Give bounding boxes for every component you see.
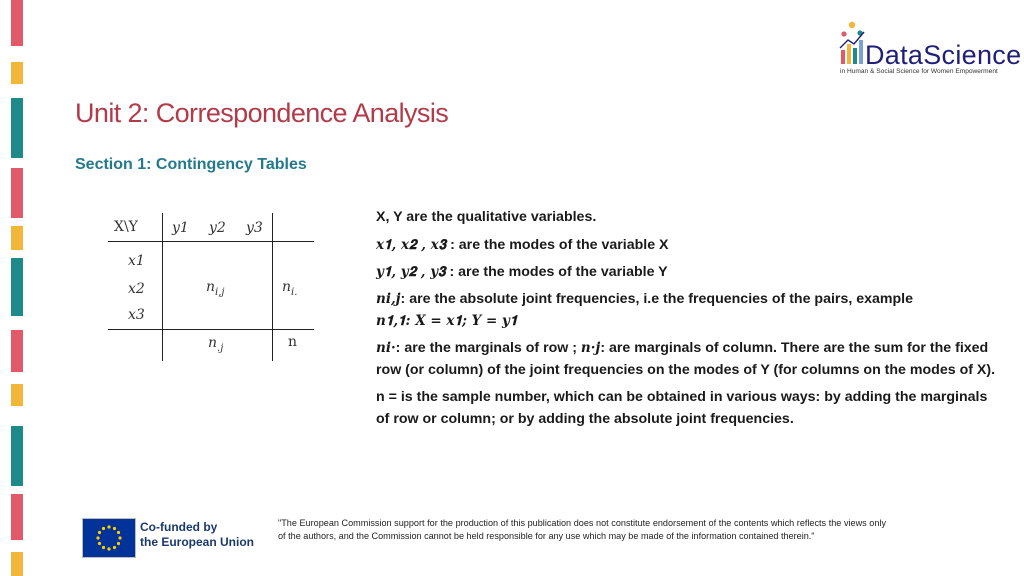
- side-bar-yellow: [11, 552, 23, 576]
- side-bar-red: [11, 0, 23, 46]
- col-marginal-text: : are marginals of column. There are the sum for the fixed row (or column) of the joint frequencies on the modes of Y (for columns on the modes of X).: [376, 340, 996, 378]
- explanation-text: [376, 206, 996, 435]
- modes-x-math: 𝒙𝟏, 𝒙𝟐 , 𝒙𝟑: [376, 237, 447, 253]
- joint-frequency-example-math: 𝒏𝟏,𝟏: 𝑿 = 𝒙𝟏; 𝒀 = 𝒚𝟏: [376, 313, 518, 329]
- joint-frequency-math: 𝒏𝒊,𝒋: [376, 291, 401, 307]
- side-bar-teal: [11, 426, 23, 486]
- row-marginal-subscript: i.: [291, 286, 298, 298]
- modes-x-text: : are the modes of the variable X: [446, 237, 669, 253]
- decorative-side-bars: [11, 0, 23, 576]
- side-bar-teal: [11, 98, 23, 158]
- row-marginal-symbol: n: [282, 279, 292, 295]
- table-col-header: y3: [246, 220, 263, 236]
- cell-symbol: n: [206, 279, 216, 295]
- eu-cofunded-logo: [82, 518, 254, 558]
- logo-science-text: Science: [923, 40, 1022, 70]
- table-margin-col-line: [272, 213, 273, 361]
- col-marginal-symbol: n: [208, 335, 218, 351]
- variables-paragraph: X, Y are the qualitative variables.: [376, 209, 597, 225]
- side-bar-teal: [11, 258, 23, 316]
- sample-number-paragraph: n = is the sample number, which can be obtained in various ways: by adding the marginals of row or column; or by adding the absolute joint frequencies.: [376, 389, 988, 427]
- table-row-header: x3: [128, 307, 145, 323]
- table-row-header-line: [162, 213, 163, 361]
- table-col-header: y2: [209, 220, 226, 236]
- joint-frequency-paragraph: [376, 288, 996, 332]
- logo-tagline: in Human & Social Science for Women Empowerment: [840, 68, 998, 75]
- table-row-marginal-cell: [282, 279, 297, 298]
- table-joint-frequency-cell: [206, 279, 225, 298]
- side-bar-red: [11, 168, 23, 218]
- modes-y-text: : are the modes of the variable Y: [445, 264, 668, 280]
- marginals-paragraph: [376, 337, 996, 381]
- cofunded-line-1: Co-funded by: [140, 520, 218, 534]
- contingency-table: [108, 213, 314, 361]
- datascience-logo: [838, 20, 1022, 78]
- logo-data-text: Data: [865, 40, 924, 70]
- table-margin-line: [108, 329, 314, 330]
- eu-cofunded-text: [140, 520, 254, 550]
- eu-disclaimer: "The European Commission support for the production of this publication does not constitute endorsement of the contents which reflects the views only of the authors, and the Commission cannot be held responsible for any use which may be made of the information contained therein.": [278, 518, 886, 541]
- table-row-header: x1: [128, 253, 145, 269]
- table-col-marginal-cell: [208, 335, 223, 354]
- logo-people-chart-icon: [838, 20, 866, 74]
- modes-y-math: 𝒚𝟏, 𝒚𝟐 , 𝒚𝟑: [376, 264, 446, 280]
- side-bar-red: [11, 494, 23, 540]
- cell-subscript: i,j: [215, 286, 225, 298]
- joint-frequency-text: : are the absolute joint frequencies, i.e the frequencies of the pairs, example: [400, 291, 913, 307]
- cofunded-line-2: the European Union: [140, 535, 254, 549]
- section-subtitle: Section 1: Contingency Tables: [75, 156, 307, 173]
- modes-x-paragraph: [376, 234, 996, 256]
- eu-flag-icon: [82, 518, 136, 558]
- table-corner-label: X\Y: [114, 219, 138, 235]
- row-marginal-text: : are the marginals of row ;: [395, 340, 581, 356]
- logo-wordmark: [865, 40, 1021, 71]
- side-bar-yellow: [11, 384, 23, 406]
- table-header-line: [108, 241, 314, 242]
- side-bar-yellow: [11, 226, 23, 250]
- col-marginal-math: 𝒏·𝒋: [580, 340, 601, 356]
- col-marginal-subscript: .j: [217, 342, 224, 354]
- modes-y-paragraph: [376, 261, 996, 283]
- page-title: Unit 2: Correspondence Analysis: [75, 98, 449, 128]
- side-bar-red: [11, 330, 23, 372]
- side-bar-yellow: [11, 62, 23, 84]
- table-col-header: y1: [172, 220, 189, 236]
- row-marginal-math: 𝒏𝒊·: [376, 340, 396, 356]
- table-row-header: x2: [128, 281, 145, 297]
- table-total-cell: n: [288, 334, 298, 350]
